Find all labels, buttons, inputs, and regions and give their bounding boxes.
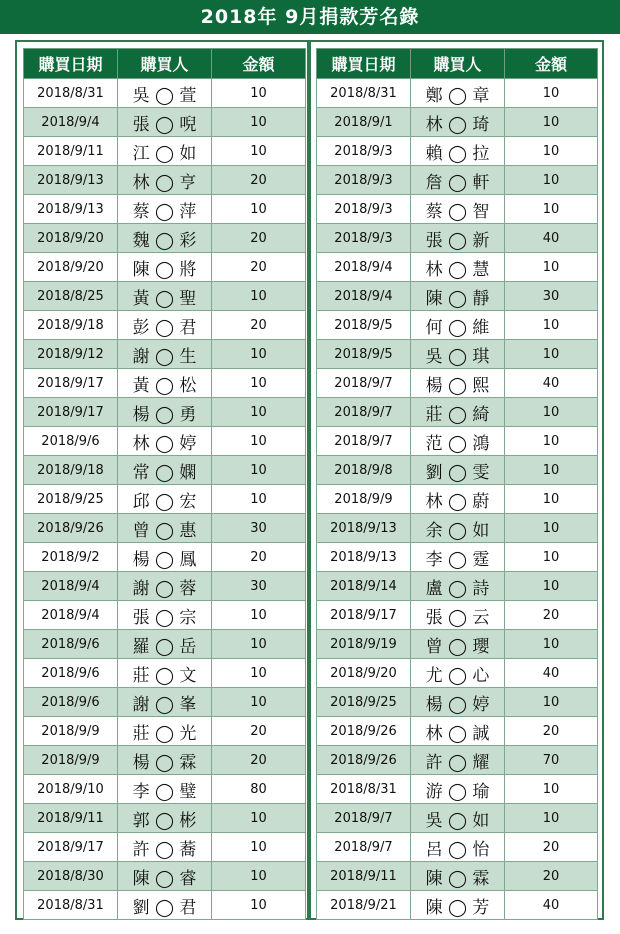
donation-amount: 10	[212, 369, 306, 398]
donation-date: 2018/9/13	[24, 166, 118, 195]
donation-date: 2018/9/13	[317, 514, 411, 543]
table-row	[24, 166, 306, 195]
table-row	[24, 311, 306, 340]
donation-date: 2018/9/9	[24, 746, 118, 775]
table-row	[317, 630, 598, 659]
donor-name: 黃 ◯ 聖	[118, 282, 212, 311]
donation-date: 2018/9/9	[24, 717, 118, 746]
table-row	[24, 485, 306, 514]
donation-amount: 10	[212, 195, 306, 224]
donor-name: 賴 ◯ 拉	[411, 137, 505, 166]
table-row	[317, 282, 598, 311]
donation-amount: 10	[505, 543, 598, 572]
donation-date: 2018/8/25	[24, 282, 118, 311]
donor-name: 陳 ◯ 霖	[411, 862, 505, 891]
donation-amount: 10	[505, 340, 598, 369]
donor-rows-left	[24, 79, 306, 920]
donation-date: 2018/9/9	[317, 485, 411, 514]
donation-amount: 20	[505, 862, 598, 891]
donation-amount: 30	[212, 572, 306, 601]
donor-name: 吳 ◯ 如	[411, 804, 505, 833]
donor-table-right	[316, 48, 598, 920]
header-row	[24, 49, 306, 79]
donation-date: 2018/9/3	[317, 195, 411, 224]
donation-date: 2018/9/4	[24, 601, 118, 630]
donor-name: 詹 ◯ 軒	[411, 166, 505, 195]
table-row	[24, 108, 306, 137]
donation-amount: 10	[212, 630, 306, 659]
table-row	[317, 369, 598, 398]
donation-amount: 20	[212, 543, 306, 572]
table-row	[317, 224, 598, 253]
donation-date: 2018/9/11	[24, 137, 118, 166]
donor-name: 陳 ◯ 睿	[118, 862, 212, 891]
donation-amount: 10	[505, 804, 598, 833]
donation-date: 2018/9/13	[24, 195, 118, 224]
donation-amount: 10	[212, 804, 306, 833]
donation-date: 2018/9/7	[317, 804, 411, 833]
donor-name: 莊 ◯ 文	[118, 659, 212, 688]
donation-amount: 10	[505, 311, 598, 340]
donor-name: 許 ◯ 耀	[411, 746, 505, 775]
donor-name: 江 ◯ 如	[118, 137, 212, 166]
table-row	[317, 340, 598, 369]
donation-date: 2018/8/31	[317, 775, 411, 804]
table-row	[24, 427, 306, 456]
donation-date: 2018/9/6	[24, 659, 118, 688]
donation-date: 2018/9/5	[317, 340, 411, 369]
donation-amount: 20	[212, 746, 306, 775]
table-row	[24, 137, 306, 166]
donor-name: 蔡 ◯ 萍	[118, 195, 212, 224]
table-row	[317, 108, 598, 137]
donation-date: 2018/9/4	[317, 282, 411, 311]
donor-name: 曾 ◯ 瓔	[411, 630, 505, 659]
donation-amount: 10	[505, 195, 598, 224]
header-date: 購買日期	[317, 49, 411, 79]
donation-amount: 10	[505, 398, 598, 427]
donor-name: 謝 ◯ 蓉	[118, 572, 212, 601]
donation-date: 2018/9/13	[317, 543, 411, 572]
donation-amount: 10	[505, 137, 598, 166]
donation-date: 2018/9/26	[317, 717, 411, 746]
donor-name: 張 ◯ 宗	[118, 601, 212, 630]
donor-name: 莊 ◯ 綺	[411, 398, 505, 427]
donation-amount: 10	[212, 79, 306, 108]
donation-date: 2018/9/7	[317, 427, 411, 456]
donation-amount: 10	[212, 862, 306, 891]
donation-amount: 10	[212, 108, 306, 137]
donation-amount: 10	[505, 253, 598, 282]
header-buyer: 購買人	[411, 49, 505, 79]
donation-date: 2018/9/17	[24, 833, 118, 862]
donation-date: 2018/9/7	[317, 398, 411, 427]
table-row	[317, 746, 598, 775]
donation-date: 2018/9/3	[317, 224, 411, 253]
table-row	[317, 398, 598, 427]
table-row	[24, 572, 306, 601]
donation-amount: 10	[505, 688, 598, 717]
table-row	[24, 688, 306, 717]
table-row	[24, 340, 306, 369]
donor-name: 何 ◯ 維	[411, 311, 505, 340]
page-title: 2018年 9月捐款芳名錄	[0, 0, 620, 34]
donor-name: 余 ◯ 如	[411, 514, 505, 543]
donor-name: 陳 ◯ 芳	[411, 891, 505, 920]
table-row	[317, 601, 598, 630]
donation-amount: 80	[212, 775, 306, 804]
donor-name: 張 ◯ 唲	[118, 108, 212, 137]
donation-amount: 20	[212, 253, 306, 282]
table-row	[24, 79, 306, 108]
donor-name: 謝 ◯ 峯	[118, 688, 212, 717]
donor-name: 林 ◯ 誠	[411, 717, 505, 746]
donor-table-left	[23, 48, 306, 920]
donation-amount: 10	[212, 688, 306, 717]
donor-name: 楊 ◯ 勇	[118, 398, 212, 427]
donor-name: 常 ◯ 嫻	[118, 456, 212, 485]
donation-amount: 20	[212, 311, 306, 340]
donation-amount: 20	[505, 717, 598, 746]
donor-name: 蔡 ◯ 智	[411, 195, 505, 224]
donation-date: 2018/9/25	[24, 485, 118, 514]
donation-date: 2018/9/19	[317, 630, 411, 659]
donor-name: 吳 ◯ 琪	[411, 340, 505, 369]
donation-amount: 10	[505, 572, 598, 601]
donor-name: 尤 ◯ 心	[411, 659, 505, 688]
donation-date: 2018/9/1	[317, 108, 411, 137]
donor-name: 盧 ◯ 詩	[411, 572, 505, 601]
donation-amount: 10	[212, 659, 306, 688]
donor-name: 林 ◯ 慧	[411, 253, 505, 282]
donation-amount: 10	[505, 166, 598, 195]
table-row	[24, 369, 306, 398]
donation-amount: 10	[212, 833, 306, 862]
table-row	[24, 224, 306, 253]
donor-name: 李 ◯ 璧	[118, 775, 212, 804]
donation-amount: 10	[212, 340, 306, 369]
donation-date: 2018/9/20	[24, 224, 118, 253]
donation-amount: 10	[212, 891, 306, 920]
column-divider	[307, 40, 311, 920]
donor-name: 游 ◯ 瑜	[411, 775, 505, 804]
donation-date: 2018/9/4	[317, 253, 411, 282]
donation-amount: 10	[212, 485, 306, 514]
donation-amount: 30	[212, 514, 306, 543]
donation-date: 2018/9/18	[24, 311, 118, 340]
donation-amount: 10	[212, 456, 306, 485]
donation-date: 2018/8/31	[24, 891, 118, 920]
table-row	[24, 456, 306, 485]
table-row	[317, 195, 598, 224]
table-row	[317, 804, 598, 833]
donation-date: 2018/9/25	[317, 688, 411, 717]
table-row	[24, 862, 306, 891]
table-row	[24, 282, 306, 311]
donation-date: 2018/9/18	[24, 456, 118, 485]
donor-name: 范 ◯ 鴻	[411, 427, 505, 456]
donation-amount: 10	[212, 398, 306, 427]
header-date: 購買日期	[24, 49, 118, 79]
header-row	[317, 49, 598, 79]
donor-name: 吳 ◯ 萱	[118, 79, 212, 108]
table-row	[317, 427, 598, 456]
donor-name: 許 ◯ 蕎	[118, 833, 212, 862]
donor-name: 李 ◯ 霆	[411, 543, 505, 572]
donor-name: 林 ◯ 婷	[118, 427, 212, 456]
donor-name: 魏 ◯ 彩	[118, 224, 212, 253]
donor-name: 陳 ◯ 靜	[411, 282, 505, 311]
donor-name: 楊 ◯ 霖	[118, 746, 212, 775]
table-row	[24, 746, 306, 775]
table-row	[24, 775, 306, 804]
table-row	[24, 543, 306, 572]
donor-name: 劉 ◯ 雯	[411, 456, 505, 485]
donor-name: 張 ◯ 云	[411, 601, 505, 630]
donation-date: 2018/9/6	[24, 427, 118, 456]
donation-date: 2018/9/6	[24, 630, 118, 659]
donation-amount: 10	[505, 485, 598, 514]
table-row	[317, 311, 598, 340]
donation-date: 2018/8/31	[24, 79, 118, 108]
table-row	[24, 833, 306, 862]
donation-date: 2018/9/3	[317, 137, 411, 166]
donation-amount: 20	[505, 601, 598, 630]
header-amount: 金額	[505, 49, 598, 79]
table-row	[317, 137, 598, 166]
donor-name: 林 ◯ 蔚	[411, 485, 505, 514]
table-row	[24, 891, 306, 920]
donation-amount: 10	[505, 514, 598, 543]
donation-date: 2018/8/30	[24, 862, 118, 891]
donation-amount: 40	[505, 891, 598, 920]
table-row	[317, 79, 598, 108]
donation-date: 2018/9/26	[317, 746, 411, 775]
donation-date: 2018/9/7	[317, 369, 411, 398]
donation-amount: 10	[212, 601, 306, 630]
table-row	[317, 514, 598, 543]
donor-name: 鄭 ◯ 章	[411, 79, 505, 108]
donor-name: 黃 ◯ 松	[118, 369, 212, 398]
table-row	[317, 833, 598, 862]
donation-amount: 70	[505, 746, 598, 775]
donor-name: 呂 ◯ 怡	[411, 833, 505, 862]
table-row	[24, 601, 306, 630]
donor-name: 劉 ◯ 君	[118, 891, 212, 920]
table-row	[24, 195, 306, 224]
donation-date: 2018/9/10	[24, 775, 118, 804]
donation-date: 2018/9/12	[24, 340, 118, 369]
donation-amount: 30	[505, 282, 598, 311]
donation-date: 2018/9/5	[317, 311, 411, 340]
table-row	[317, 456, 598, 485]
table-row	[317, 891, 598, 920]
table-row	[24, 717, 306, 746]
donor-name: 彭 ◯ 君	[118, 311, 212, 340]
table-row	[317, 717, 598, 746]
donation-date: 2018/9/4	[24, 572, 118, 601]
donation-amount: 40	[505, 224, 598, 253]
table-row	[317, 775, 598, 804]
donor-name: 陳 ◯ 將	[118, 253, 212, 282]
donation-amount: 10	[505, 108, 598, 137]
donation-date: 2018/8/31	[317, 79, 411, 108]
table-row	[317, 485, 598, 514]
table-row	[317, 166, 598, 195]
donor-name: 羅 ◯ 岳	[118, 630, 212, 659]
table-row	[24, 514, 306, 543]
table-row	[24, 253, 306, 282]
donation-date: 2018/9/20	[24, 253, 118, 282]
donor-name: 林 ◯ 亨	[118, 166, 212, 195]
donation-amount: 10	[212, 282, 306, 311]
header-buyer: 購買人	[118, 49, 212, 79]
donation-date: 2018/9/4	[24, 108, 118, 137]
table-row	[24, 804, 306, 833]
table-row	[317, 253, 598, 282]
donation-date: 2018/9/11	[24, 804, 118, 833]
table-row	[317, 543, 598, 572]
donation-amount: 20	[505, 833, 598, 862]
donation-date: 2018/9/3	[317, 166, 411, 195]
donor-name: 楊 ◯ 婷	[411, 688, 505, 717]
donation-amount: 10	[212, 427, 306, 456]
donation-date: 2018/9/14	[317, 572, 411, 601]
donor-name: 林 ◯ 琦	[411, 108, 505, 137]
donor-name: 張 ◯ 新	[411, 224, 505, 253]
donation-amount: 40	[505, 659, 598, 688]
donation-amount: 10	[212, 137, 306, 166]
donation-amount: 10	[505, 427, 598, 456]
donor-name: 楊 ◯ 鳳	[118, 543, 212, 572]
donor-name: 曾 ◯ 惠	[118, 514, 212, 543]
donation-date: 2018/9/17	[317, 601, 411, 630]
donation-date: 2018/9/2	[24, 543, 118, 572]
donor-name: 郭 ◯ 彬	[118, 804, 212, 833]
donation-date: 2018/9/17	[24, 398, 118, 427]
donation-date: 2018/9/26	[24, 514, 118, 543]
donor-name: 謝 ◯ 生	[118, 340, 212, 369]
donor-name: 楊 ◯ 熙	[411, 369, 505, 398]
donation-date: 2018/9/21	[317, 891, 411, 920]
donation-date: 2018/9/20	[317, 659, 411, 688]
donation-date: 2018/9/17	[24, 369, 118, 398]
donor-name: 莊 ◯ 光	[118, 717, 212, 746]
donation-amount: 20	[212, 224, 306, 253]
donor-rows-right	[317, 79, 598, 920]
donation-amount: 10	[505, 630, 598, 659]
table-row	[24, 398, 306, 427]
donation-date: 2018/9/11	[317, 862, 411, 891]
table-row	[317, 688, 598, 717]
donation-amount: 20	[212, 166, 306, 195]
donation-amount: 10	[505, 79, 598, 108]
header-amount: 金額	[212, 49, 306, 79]
donation-date: 2018/9/8	[317, 456, 411, 485]
table-row	[24, 630, 306, 659]
donation-amount: 10	[505, 775, 598, 804]
table-row	[317, 659, 598, 688]
donation-amount: 20	[212, 717, 306, 746]
donation-date: 2018/9/6	[24, 688, 118, 717]
donation-date: 2018/9/7	[317, 833, 411, 862]
donation-amount: 40	[505, 369, 598, 398]
donation-amount: 10	[505, 456, 598, 485]
table-row	[24, 659, 306, 688]
donor-name: 邱 ◯ 宏	[118, 485, 212, 514]
table-row	[317, 862, 598, 891]
table-row	[317, 572, 598, 601]
